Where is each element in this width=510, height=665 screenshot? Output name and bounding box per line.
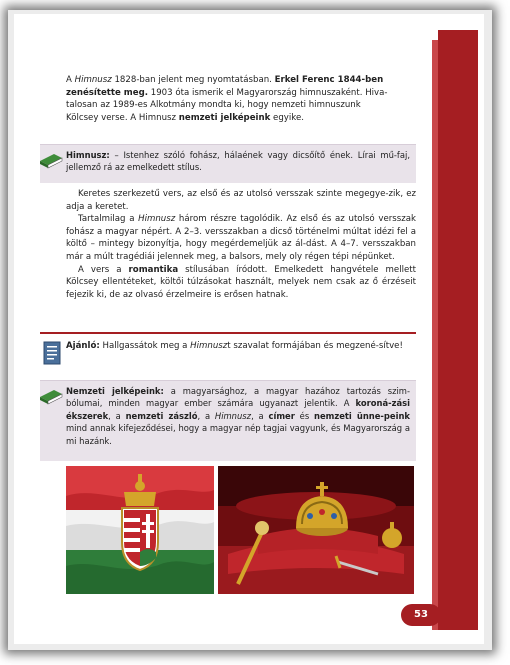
definition-text: Nemzeti jelképeink: a magyarsághoz, a magyar hazához tartozás szim-bólumai, minden magyar ember számára ugyanazt jelentik. A koroná-zási ékszerek, a nemzeti zászló, a Himnusz, a címer és nemzeti ünne-peink mind annak kifejeződései, hogy a magyar nép tagjai vagyunk, és Magyarország a mi hazánk.	[66, 386, 410, 446]
book-icon	[38, 387, 64, 405]
body-paragraphs	[66, 188, 416, 301]
definition-box-symbols	[40, 380, 416, 461]
holy-crown-image	[218, 466, 414, 594]
intro-line-1: A Himnusz 1828-ban jelent meg nyomtatásban. Erkel Ferenc 1844-ben	[66, 75, 384, 85]
definition-box-himnusz	[40, 144, 416, 183]
intro-paragraph	[66, 74, 416, 124]
intro-line-3: talosan az 1989-es Alkotmány mondta ki, hogy nemzeti himnuszunk	[66, 100, 361, 111]
intro-line-2: zenésítette meg. 1903 óta ismerik el Magyarország himnuszaként. Hiva-	[66, 87, 388, 98]
hungarian-flag-image	[66, 466, 214, 594]
section-divider	[40, 332, 416, 334]
definition-text: Himnusz: – Istenhez szóló fohász, hálaének vagy dicsőítő ének. Lírai mű-faj, jellemző rá az emelkedett stílus.	[66, 150, 410, 173]
intro-line-4: Kölcsey verse. A Himnusz nemzeti jelképeink egyike.	[66, 112, 304, 123]
body-paragraph-2: Tartalmilag a Himnusz három részre tagolódik. Az első és az utolsó versszak fohász a magyar népért. A 2–3. versszakban a dicső történelmi múltat idézi fel a költő – mintegy bizonyítja, hogy megérdemeljük az ál-dást. A 4–7. versszakban már a múlt tragédiái jelennek meg, a balsors, mely oly régen tépi népünket.	[66, 214, 416, 262]
margin-strip	[438, 30, 478, 630]
tip-paragraph: Ajánló: Hallgassátok meg a Himnuszt szavalat formájában és megzené-sítve!	[66, 341, 403, 351]
body-paragraph-3: A vers a romantika stílusában íródott. Emelkedett hangvétele mellett Kölcsey ellentéteket, költői túlzásokat használt, melyek nem csak az ő érzéseit fejezik ki, de az olvasó érzelmeire is erősen hatnak.	[66, 264, 416, 300]
body-paragraph-1: Keretes szerkezetű vers, az első és az utolsó versszak szinte megegye-zik, ez adja a keretet.	[66, 189, 416, 212]
flag-photo	[66, 466, 214, 594]
document-icon	[42, 340, 64, 366]
page-number: 53	[401, 604, 441, 626]
crown-photo	[218, 466, 414, 594]
book-icon	[38, 151, 64, 169]
